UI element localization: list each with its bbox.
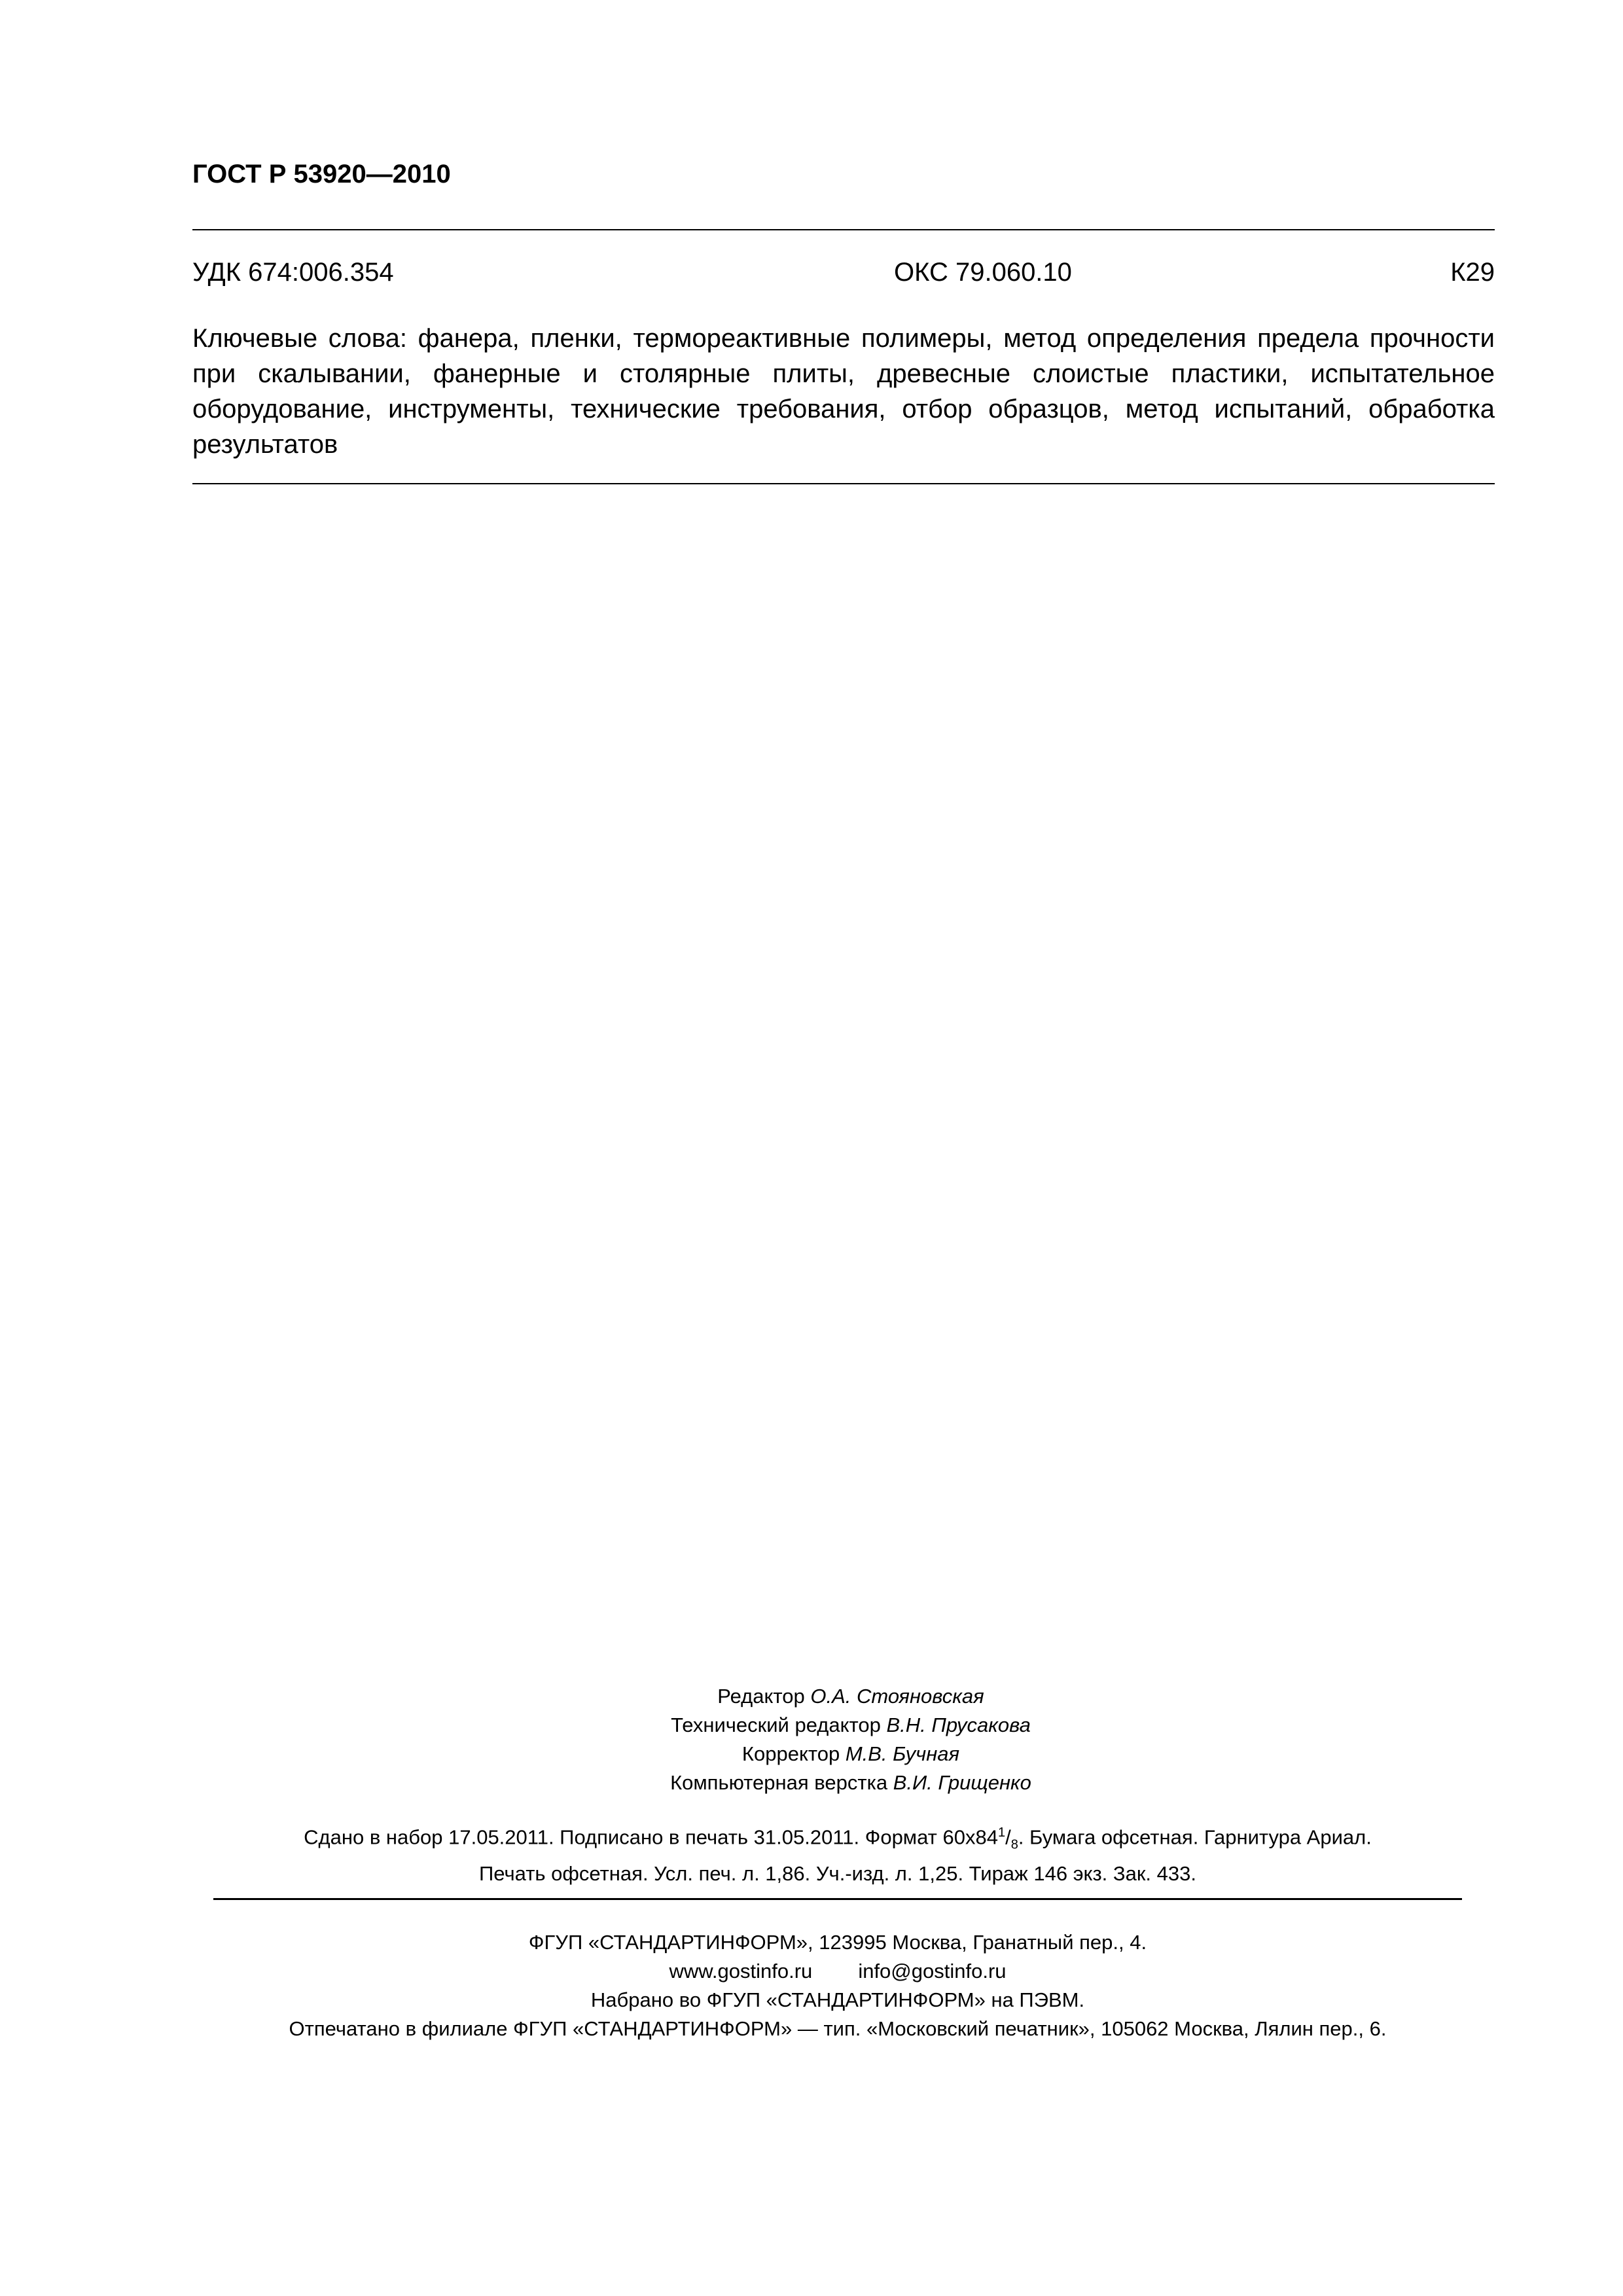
keywords-paragraph: Ключевые слова: фанера, пленки, термореактивные полимеры, метод определения предела прочности при скалывании, фанерные и столярные плиты, древесные слоистые пластики, испытательное оборудование, инструменты, технические требования, отбор образцов, метод испытаний, обработка результатов [192, 324, 1495, 459]
credits-block [524, 1682, 1178, 1797]
credit-role: Корректор [741, 1742, 840, 1765]
format-numerator: 1 [997, 1825, 1006, 1840]
credit-line [524, 1682, 1178, 1711]
credit-name: В.Н. Прусакова [886, 1713, 1031, 1736]
website-link: www.gostinfo.ru [669, 1960, 813, 1982]
credit-role: Компьютерная верстка [670, 1771, 888, 1794]
publisher-block [216, 1928, 1459, 2043]
document-code: ГОСТ Р 53920—2010 [192, 160, 451, 188]
credit-line [524, 1711, 1178, 1740]
oks-code: ОКС 79.060.10 [894, 258, 1072, 287]
imprint-text: Сдано в набор 17.05.2011. Подписано в печать 31.05.2011. Формат 60x84 [304, 1825, 998, 1849]
middle-divider [192, 483, 1495, 484]
imprint-line-1: Сдано в набор 17.05.2011. Подписано в печать 31.05.2011. Формат $60x84^1/_8$. Бумага офсетная. Гарнитура Ариал. [304, 1825, 1372, 1852]
printed-note: Отпечатано в филиале ФГУП «СТАНДАРТИНФОРМ» — тип. «Московский печатник», 105062 Москва, Лялин пер., 6. [289, 2017, 1387, 2040]
credit-name: В.И. Грищенко [893, 1771, 1031, 1794]
bottom-divider [213, 1898, 1462, 1900]
format-denominator: 8 [1010, 1837, 1018, 1852]
credit-role: Технический редактор [671, 1713, 881, 1736]
credit-line [524, 1768, 1178, 1797]
typeset-note: Набрано во ФГУП «СТАНДАРТИНФОРМ» на ПЭВМ. [590, 1988, 1085, 2011]
email-link: info@gostinfo.ru [858, 1960, 1007, 1982]
imprint-text: . Бумага офсетная. Гарнитура Ариал. [1018, 1825, 1372, 1849]
classification-row [192, 258, 1495, 292]
credit-name: О.А. Стояновская [810, 1685, 984, 1708]
credit-name: М.В. Бучная [845, 1742, 960, 1765]
publisher-address: ФГУП «СТАНДАРТИНФОРМ», 123995 Москва, Гранатный пер., 4. [528, 1931, 1147, 1954]
udk-code: УДК 674:006.354 [192, 258, 394, 287]
publisher-contacts [216, 1957, 1459, 1986]
k-code: К29 [1450, 258, 1495, 287]
imprint-block [216, 1818, 1459, 1888]
imprint-line-2: Печать офсетная. Усл. печ. л. 1,86. Уч.-изд. л. 1,25. Тираж 146 экз. Зак. 433. [478, 1861, 1196, 1885]
credit-line [524, 1740, 1178, 1768]
credit-role: Редактор [717, 1685, 805, 1708]
top-divider [192, 229, 1495, 230]
